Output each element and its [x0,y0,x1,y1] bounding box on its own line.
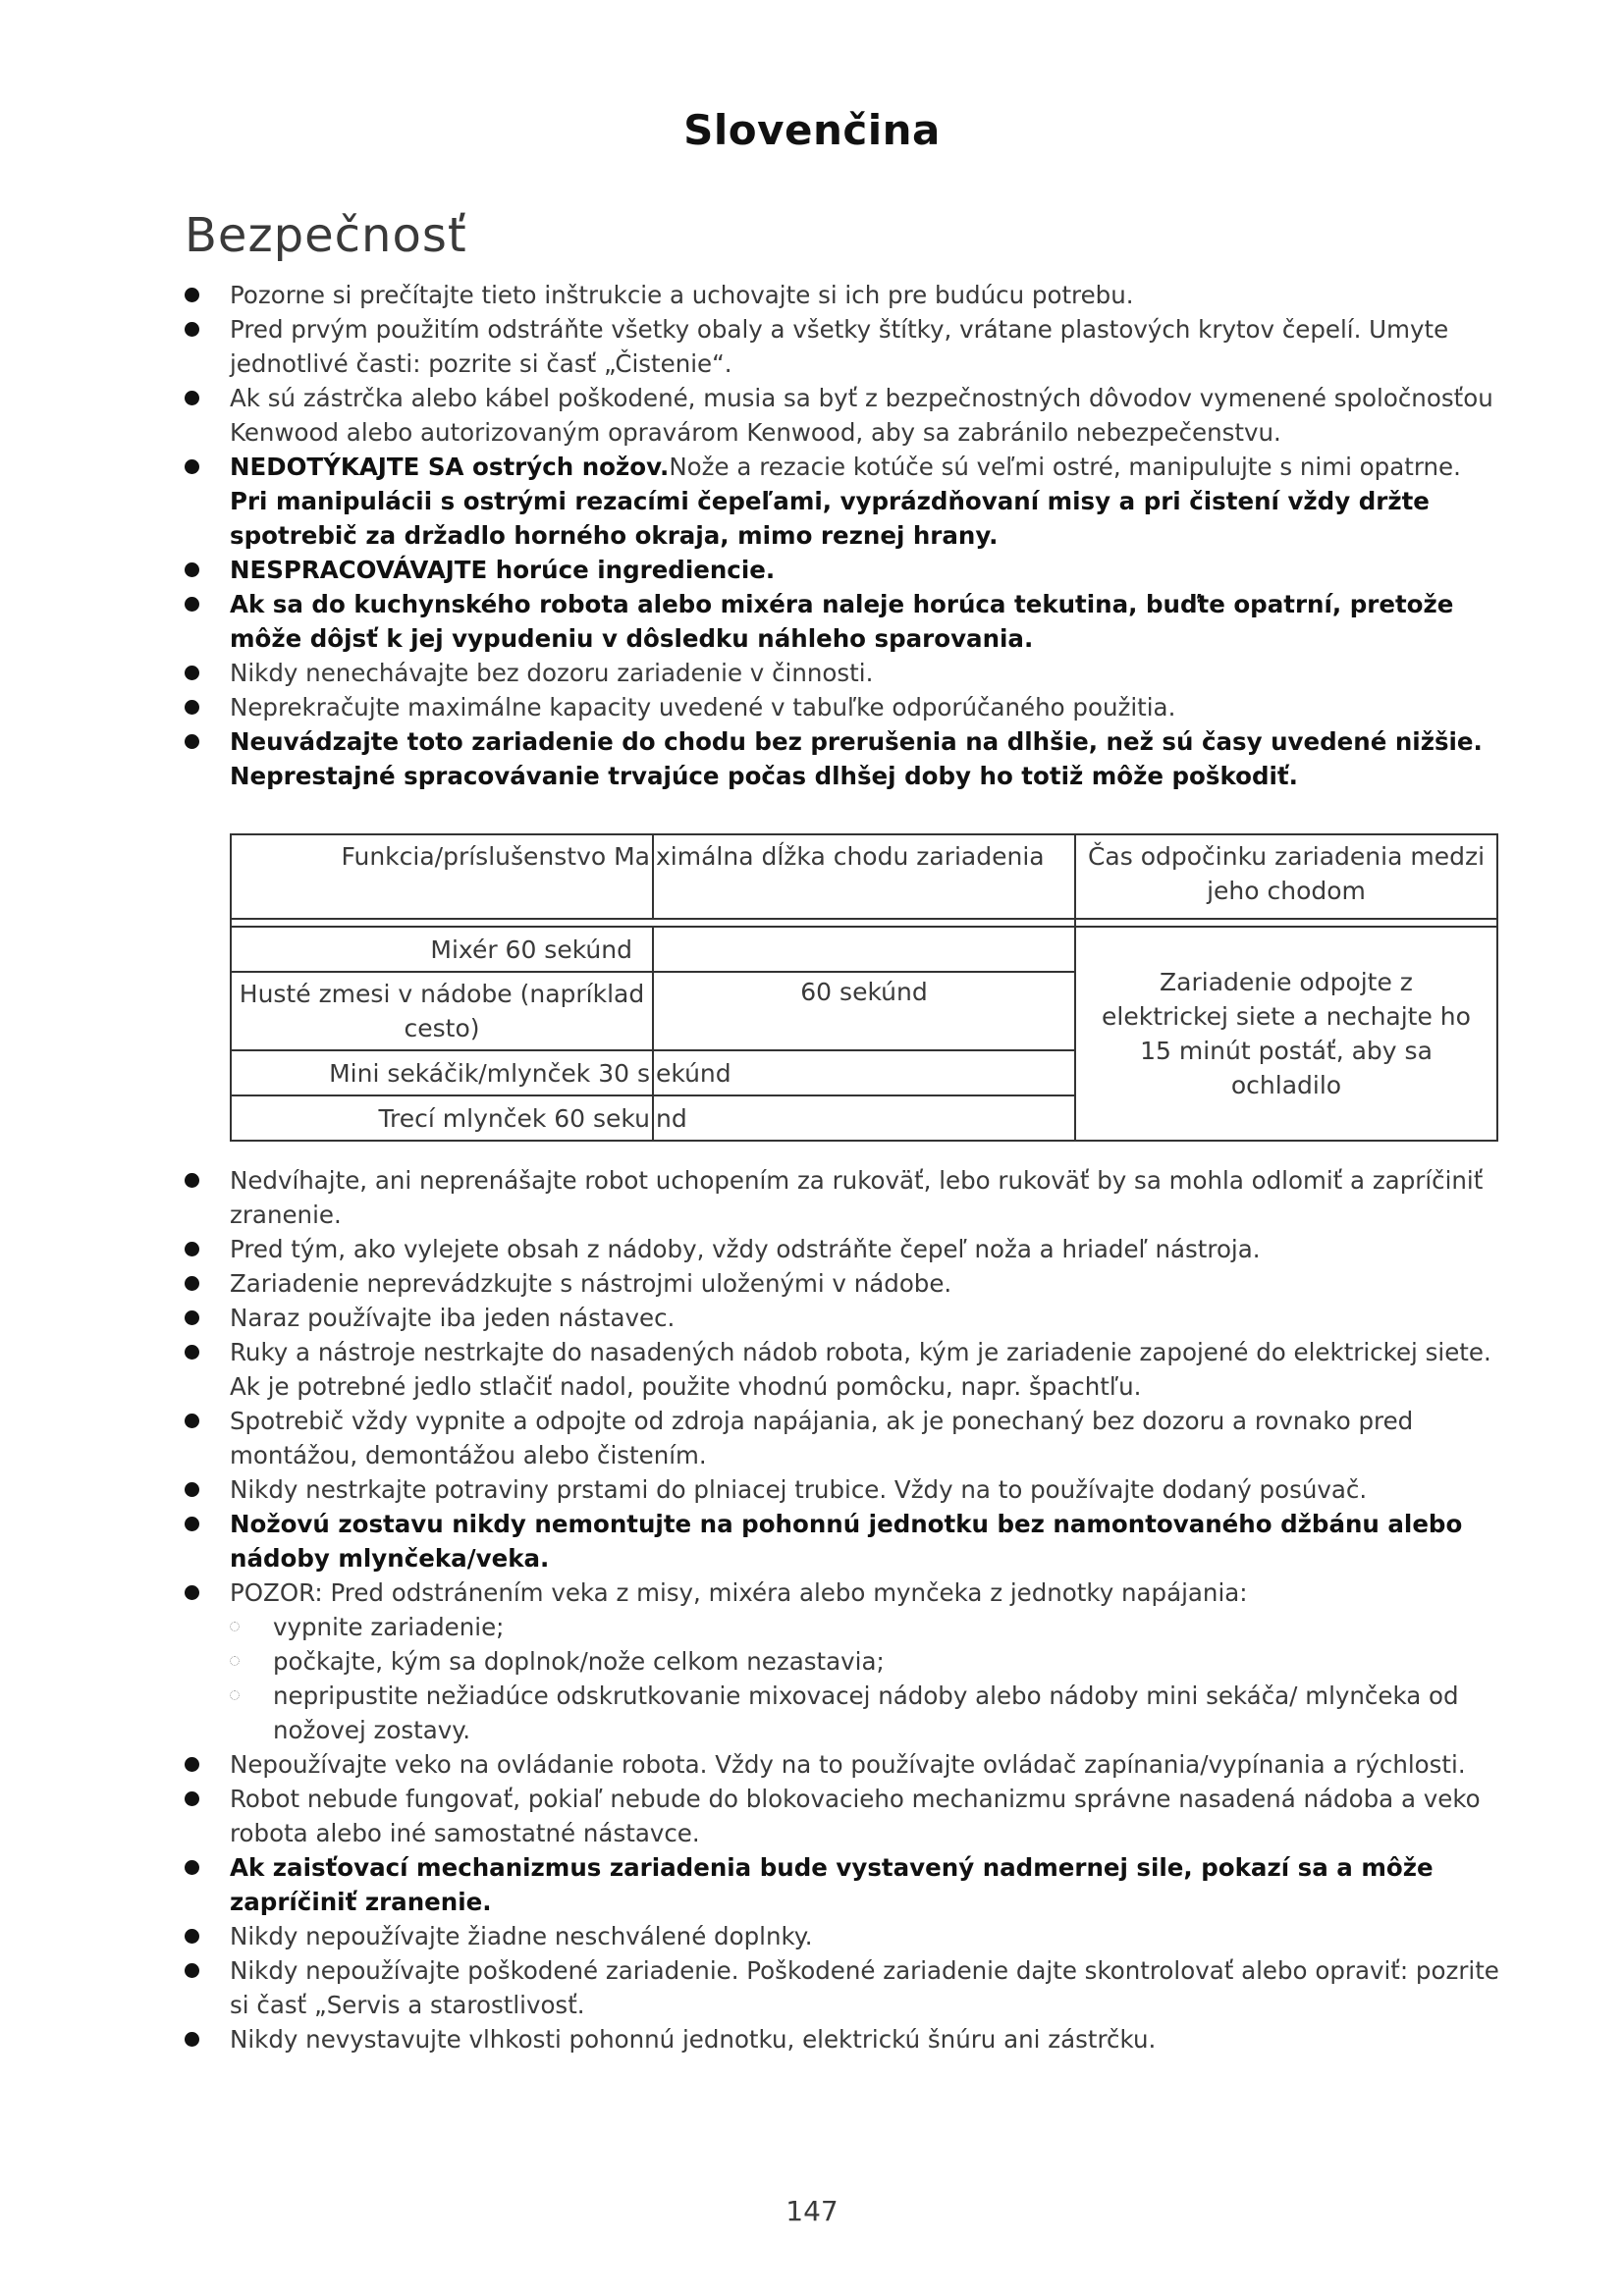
list-item [185,1232,1500,1266]
list-item [185,1919,1500,1953]
bullet-icon [185,322,199,337]
list-item-text: Pri manipulácii s ostrými rezacími čepeľami, vyprázdňovaní misy a pri čistení vždy držte spotrebič za držadlo horného okraja, mimo reznej hrany. [230,487,1430,550]
list-item-text: NESPRACOVÁVAJTE horúce ingrediencie. [230,556,776,584]
list-item-text: Nikdy nenechávajte bez dozoru zariadenie v činnosti. [230,659,874,687]
list-item [185,450,1500,553]
bullet-icon [185,597,199,612]
list-item-text: Nikdy nevystavujte vlhkosti pohonnú jednotku, elektrickú šnúru ani zástrčku. [230,2025,1157,2054]
list-item [185,656,1500,690]
list-item-text: Nikdy nestrkajte potraviny prstami do plniacej trubice. Vždy na to používajte dodaný posúvač. [230,1475,1368,1504]
page-number: 147 [785,2195,839,2227]
bullet-icon [185,1173,199,1188]
table-cell-max-run-time: nd [653,1095,1075,1141]
list-item [185,1404,1500,1472]
bullet-icon [185,1414,199,1428]
list-item-text: Nikdy nepoužívajte žiadne neschválené doplnky. [230,1922,813,1950]
list-item [185,1163,1500,1232]
list-item-text: Ak sa do kuchynského robota alebo mixéra naleje horúca tekutina, buďte opatrní, pretože môže dôjsť k jej vypudeniu v dôsledku náhleho sparovania. [230,590,1454,653]
sub-list-item [230,1610,1500,1644]
list-item [185,1301,1500,1335]
table-cell-max-run-time [653,927,1075,972]
list-item-text: POZOR: Pred odstránením veka z misy, mixéra alebo mynčeka z jednotky napájania: [230,1578,1248,1607]
list-item [185,1472,1500,1507]
bullet-icon [185,734,199,749]
bullet-icon [185,1310,199,1325]
circle-bullet-icon [230,1690,240,1700]
bullet-icon [185,1517,199,1531]
list-item-text: Nože a rezacie kotúče sú veľmi ostré, manipulujte s nimi opatrne. [669,453,1461,481]
bullet-icon [185,1791,199,1806]
sub-list-item-text: počkajte, kým sa doplnok/nože celkom nezastavia; [273,1647,885,1676]
table-cell-function: Mini sekáčik/mlynček 30 s [231,1050,653,1095]
bullet-icon [185,1482,199,1497]
bullet-icon [185,1585,199,1600]
list-item-text: Nedvíhajte, ani neprenášajte robot uchopením za rukoväť, lebo rukoväť by sa mohla odlomiť a zapríčiniť zranenie. [230,1166,1484,1229]
bullet-icon [185,1242,199,1256]
usage-table [230,833,1496,1140]
list-item [185,553,1500,587]
bullet-icon [185,288,199,302]
bullet-icon [185,459,199,474]
list-item-text: NEDOTÝKAJTE SA ostrých nožov. [230,453,670,481]
list-item [185,1782,1500,1850]
list-item-text: Pred prvým použitím odstráňte všetky obaly a všetky štítky, vrátane plastových krytov čepelí. Umyte jednotlivé časti: pozrite si časť „Čistenie“. [230,315,1449,378]
table-cell-function: Trecí mlynček 60 seku [231,1095,653,1141]
list-item-text: Ak sú zástrčka alebo kábel poškodené, musia sa byť z bezpečnostných dôvodov vymenené spoločnosťou Kenwood alebo autorizovaným opravárom Kenwood, aby sa zabránilo nebezpečenstvu. [230,384,1493,447]
list-item [185,312,1500,381]
bullet-icon [185,1929,199,1944]
table-header-function: Funkcia/príslušenstvo Ma [231,834,653,919]
list-item [185,1507,1500,1575]
table-spacer-row [231,919,1497,927]
table-cell-max-run-time: 60 sekúnd [653,972,1075,1050]
section-title: Bezpečnosť [185,208,467,263]
table-cell-rest-time: Zariadenie odpojte z elektrickej siete a nechajte ho 15 minút postáť, aby sa ochladilo [1075,927,1497,1141]
table-cell-function: Mixér 60 sekúnd [231,927,653,972]
bullet-icon [185,1276,199,1291]
bullet-icon [185,700,199,715]
table-header-max-run-time: ximálna dĺžka chodu zariadenia [653,834,1075,919]
list-item-text: Pozorne si prečítajte tieto inštrukcie a uchovajte si ich pre budúcu potrebu. [230,281,1134,309]
safety-list-1 [185,278,1500,793]
bullet-icon [185,2032,199,2047]
bullet-icon [185,1963,199,1978]
list-item [185,381,1500,450]
list-item [185,278,1500,312]
list-item-text: Ruky a nástroje nestrkajte do nasadených nádob robota, kým je zariadenie zapojené do elektrickej siete. Ak je potrebné jedlo stlačiť nadol, použite vhodnú pomôcku, napr. špachtľu. [230,1338,1491,1401]
list-item [185,2022,1500,2056]
bullet-icon [185,1757,199,1772]
list-item-text: Spotrebič vždy vypnite a odpojte od zdroja napájania, ak je ponechaný bez dozoru a rovnako pred montážou, demontážou alebo čistením. [230,1407,1414,1469]
list-item [185,690,1500,724]
list-item-text: Nikdy nepoužívajte poškodené zariadenie. Poškodené zariadenie dajte skontrolovať alebo opraviť: pozrite si časť „Servis a starostlivosť. [230,1956,1499,2019]
list-item-text: Zariadenie neprevádzkujte s nástrojmi uloženými v nádobe. [230,1269,952,1298]
table-cell-function: Husté zmesi v nádobe (napríklad cesto) [231,972,653,1050]
language-title: Slovenčina [683,106,941,154]
table-header-row [231,834,1497,919]
bullet-icon [185,666,199,680]
list-item [185,1335,1500,1404]
safety-list-2 [185,1163,1500,2056]
list-item-text: Nepoužívajte veko na ovládanie robota. Vždy na to používajte ovládač zapínania/vypínania a rýchlosti. [230,1750,1466,1779]
table-header-rest-time: Čas odpočinku zariadenia medzi jeho chodom [1075,834,1497,919]
list-item [185,1747,1500,1782]
sub-list-item [230,1644,1500,1679]
table-row [231,927,1497,972]
list-item-text: Neprekračujte maximálne kapacity uvedené v tabuľke odporúčaného použitia. [230,693,1176,721]
sub-list-item-text: vypnite zariadenie; [273,1613,505,1641]
list-item [185,1575,1500,1747]
list-item [185,1850,1500,1919]
list-item [185,587,1500,656]
list-item-text: Neuvádzajte toto zariadenie do chodu bez prerušenia na dlhšie, než sú časy uvedené nižšie. Neprestajné spracovávanie trvajúce počas dlhšej doby ho totiž môže poškodiť. [230,727,1483,790]
list-item-text: Naraz používajte iba jeden nástavec. [230,1304,676,1332]
bullet-icon [185,391,199,405]
list-item-text: Robot nebude fungovať, pokiaľ nebude do blokovacieho mechanizmu správne nasadená nádoba a veko robota alebo iné samostatné nástavce. [230,1785,1481,1847]
list-item-text: Pred tým, ako vylejete obsah z nádoby, vždy odstráňte čepeľ noža a hriadeľ nástroja. [230,1235,1261,1263]
sub-list [230,1610,1500,1747]
sub-list-item-text: nepripustite nežiadúce odskrutkovanie mixovacej nádoby alebo nádoby mini sekáča/ mlynčeka od nožovej zostavy. [273,1682,1459,1744]
list-item [185,1953,1500,2022]
bullet-icon [185,562,199,577]
circle-bullet-icon [230,1622,240,1631]
list-item [185,724,1500,793]
sub-list-item [230,1679,1500,1747]
list-item-text: Ak zaisťovací mechanizmus zariadenia bude vystavený nadmernej sile, pokazí sa a môže zapríčiniť zranenie. [230,1853,1434,1916]
circle-bullet-icon [230,1656,240,1666]
list-item [185,1266,1500,1301]
table-cell-max-run-time: ekúnd [653,1050,1075,1095]
bullet-icon [185,1345,199,1360]
bullet-icon [185,1860,199,1875]
list-item-text: Nožovú zostavu nikdy nemontujte na pohonnú jednotku bez namontovaného džbánu alebo nádoby mlynčeka/veka. [230,1510,1463,1573]
